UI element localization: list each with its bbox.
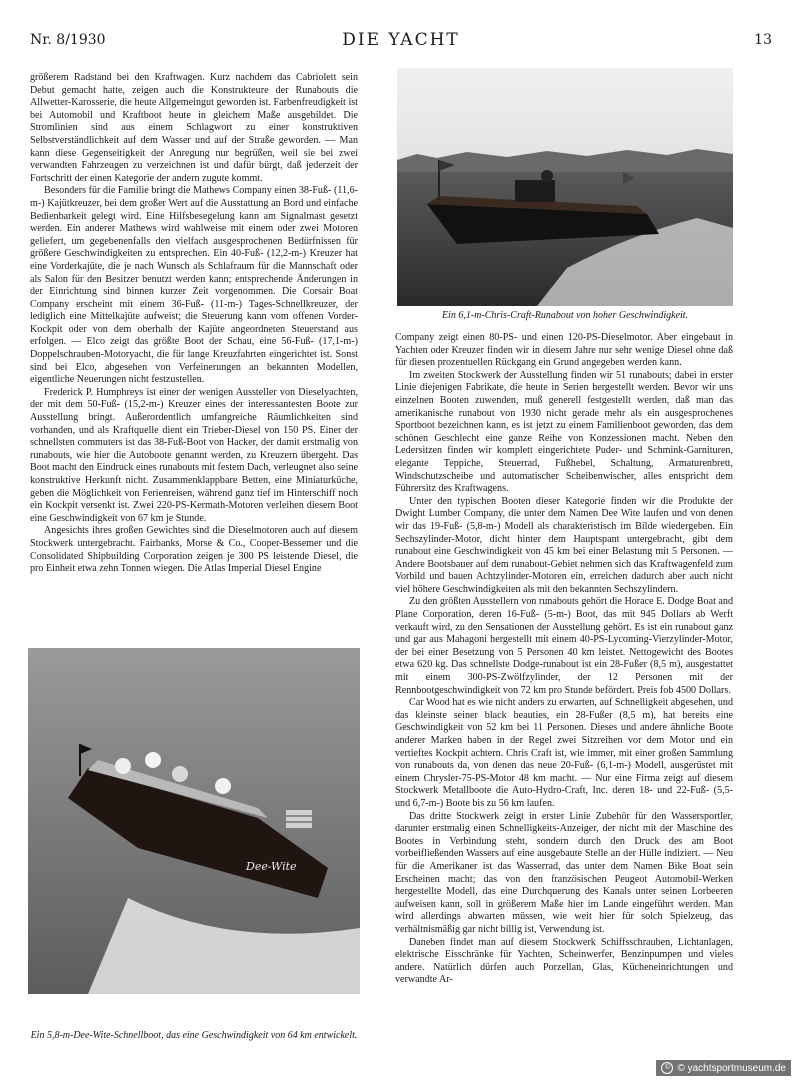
paragraph: Unter den typischen Booten dieser Kategorie finden wir die Produkte der Dwight Lumber Company, die unter dem Namen Dee Wite laufen und von denen wir das 19-Fuß- (5,8-m-) Modell als charakteristisch im Bilde wiedergeben. Ein Sechszylinder-Motor, dicht hinter dem Hauptspant untergebracht, gibt dem runabout eine Geschwindigkeit von 45 km bei einer Belastung mit 5 Personen. — Andere Bootsbauer auf dem runabout-Gebiet nehmen sich das Kraftwagenfeld zum Vorbild und bauen Achtzylinder-Motoren ein, erreichen dadurch aber auch nicht viel höhere Geschwindigkeiten als mit den bekannten Sechszylindern. [395, 495, 733, 595]
issue-number: Nr. 8/1930 [30, 32, 106, 48]
paragraph: Im zweiten Stockwerk der Ausstellung finden wir 51 runabouts; dabei in erster Linie diejenigen Fabrikate, die heute in Serien hergestellt werden. Bevor wir uns einzelnen Booten zuwenden, muß generell festgestellt werden, daß man das amerikanische runabout von 1930 nicht gerade mehr als ein ausgesprochenes Sportboot bezeichnen kann, es ist jetzt zu einem Familienboot geworden, das dem schönen Geschlecht eine ganze Reihe von Konzessionen macht. Neben den Ledersitzen finden wir komplett eingerichtete Puder- und Schmink-Garnituren, elegante Teppiche, Steuerrad, Fußhebel, Schaltung, Armaturenbrett, Windschutzscheibe und automatischer Scheibenwischer, alles entspricht dem Führersitz des Kraftwagens. [395, 369, 733, 495]
paragraph: Daneben findet man auf diesem Stockwerk Schiffsschrauben, Lichtanlagen, elektrische Eisschränke für Yachten, Scheinwerfer, Benzinpumpen und vieles andere. Natürlich dürfen auch Porzellan, Glas, Kücheneinrichtungen und verwandte Ar- [395, 936, 733, 986]
article-column-left [30, 72, 358, 576]
watermark-text: © yachtsportmuseum.de [677, 1062, 786, 1074]
photo-caption-dee-wite: Ein 5,8-m-Dee-Wite-Schnellboot, das eine Geschwindigkeit von 64 km entwickelt. [30, 1030, 358, 1041]
paragraph: Frederick P. Humphreys ist einer der wenigen Aussteller von Dieselyachten, der mit dem 50-Fuß- (15,2-m-) Kreuzer eines der interessantesten Boote zur Ausstellung bringt. Außerordentlich umfangreiche Räumlichkeiten sind vorhanden, und als Kraftquelle dient ein Trieber-Diesel von 150 PS. Einer der schnellsten commuters ist das 38-Fuß-Boot von Hacker, der damit erstmalig von runabouts, wie hier die Autoboote genannt werden, zu Kreuzern übergeht. Das Boot macht den Eindruck eines runabouts mit festem Dach, verleugnet also seine konstruktive Herkunft nicht. Zusammenklappbare Betten, eine Miniaturküche, geben die Möglichkeit von Ferienreisen, während ganz tief im Hinterschiff noch ein Kockpit versenkt ist. Zwei 220-PS-Kermath-Motoren verleihen diesem Boot eine Geschwindigkeit von 67 km je Stunde. [30, 386, 358, 524]
article-column-right [395, 332, 733, 987]
page-header [30, 30, 772, 52]
paragraph: Das dritte Stockwerk zeigt in erster Linie Zubehör für den Wassersportler, darunter erstmalig einen Schnelligkeits-Anzeiger, der nicht mit der Maschine des Bootes in Verbindung steht, sondern durch den Druck des am Boot vorbeifließenden Wassers auf eine ausgebaute Stelle an der Hülle indiziert. — Neu für die Amerikaner ist das Wasserrad, das unter dem Namen Bike Boat sein Erscheinen macht; das von den französischen Peugeot Automobil-Werken hergestellte Modell, das eine Durchquerung des Kanals unter seinen Lorbeeren aufweisen kann, soll in größerem Maße hier im Lande eingeführt werden. Man wird allerdings abwarten müssen, wie weit hier für solch Spielzeug, das verhältnismäßig gar nicht billig ist, Verwendung ist. [395, 810, 733, 935]
paragraph: Besonders für die Familie bringt die Mathews Company einen 38-Fuß- (11,6-m-) Kajütkreuzer, bei dem großer Wert auf die Ausstattung an Bord und einfache Bedienbarkeit gelegt wird. Eine Hilfsbesegelung kann am Signalmast gesetzt werden. Ein anderer Mathews wird wahlweise mit einem oder zwei Motoren geliefert, um gegebenenfalls den vielfach ausgesprochenen Bedürfnissen für größere Geschwindigkeiten zu entsprechen. Ein 40-Fuß- (12,2-m-) Kreuzer hat eine Vorderkajüte, die je nach Wunsch als Schlafraum für die Mannschaft oder als Salon für den Besitzer benutzt werden kann; entsprechende Änderungen in der Einrichtung sind binnen kurzer Zeit vorgenommen. Die Corsair Boat Company erscheint mit einem 36-Fuß- (11-m-) Tages-Schnellkreuzer, der lediglich eine Mittelkajüte aufweist; die Steuerung kann vom offenen Vorder-Kockpit oder von dem oberhalb der Kajüte angeordneten Steuerstand aus erfolgen. — Elco zeigt das größte Boot der Schau, eine 56-Fuß- (17,1-m-) Doppelschrauben-Motoryacht, die für lange Kreuzfahrten eingerichtet ist. Sonst sind bei Elco, abgesehen von Verfeinerungen an bekannten Modellen, eigentliche Neuerungen nicht festzustellen. [30, 185, 358, 386]
boat-name-lettering: Dee-Wite [246, 860, 297, 873]
magazine-title: DIE YACHT [342, 30, 460, 50]
paragraph: Car Wood hat es wie nicht anders zu erwarten, auf Schnelligkeit abgesehen, und das kleinste seiner black beauties, ein 28-Fußer (8,5 m), hat bereits eine Geschwindigkeit von 52 km bei 11 Personen. Dieses und andere ähnliche Boote anderer Marken haben in der Regel zwei Sitzreihen vor dem Motor und ein vertieftes Kockpit achtern. Chris Craft ist, wie immer, mit einer großen Sammlung von runabouts da, von denen das neue 20-Fuß- (6,1-m-) Modell, ausgerüstet mit einem Chrysler-75-PS-Motor 48 km macht. — Nur eine Firma zeigt auf diesem Stockwerk Metallboote die Auto-Hydro-Craft, Inc. deren 18- und 22-Fuß- (5,5- und 6,7-m-) Boote bis zu 56 km laufen. [395, 697, 733, 809]
photo-dee-wite-speedboat [28, 648, 360, 994]
copyright-icon: © [661, 1062, 673, 1074]
photo-caption-chris-craft: Ein 6,1-m-Chris-Craft-Runabout von hoher Geschwindigkeit. [441, 310, 689, 321]
photo-chris-craft-runabout [397, 68, 733, 306]
paragraph: Angesichts ihres großen Gewichtes sind die Dieselmotoren auch auf diesem Stockwerk untergebracht. Fairbanks, Morse & Co., Cooper-Bessemer und die Consolidated Shipbuilding Corporation zeigen je 300 PS leistende Diesel, die pro Einheit etwa zehn Tonnen wiegen. Die Atlas Imperial Diesel Engine [30, 525, 358, 575]
paragraph: Company zeigt einen 80-PS- und einen 120-PS-Dieselmotor. Aber eingebaut in Yachten oder Kreuzer finden wir in diesem Jahre nur sehr wenige Diesel ohne daß für diesen prozentuellen Rückgang ein Grund angegeben werden kann. [395, 332, 733, 369]
watermark [656, 1060, 791, 1076]
page-number: 13 [754, 32, 772, 48]
paragraph: größerem Radstand bei den Kraftwagen. Kurz nachdem das Cabriolett sein Debut gemacht hatte, zeigen auch die Konstrukteure der Runabouts die Allwetter-Karosserie, die heute Allgemeingut geworden ist. Farbenfreudigkeit ist bei Automobil und Kraftboot heute in gleichem Maße ausgebildet. Die Stromlinien sind aus einem Schlagwort zu einer konstruktiven Selbstverständlichkeit auf dem Wasser und auf der Straße geworden. — Man kann diese Gegenseitigkeit der Anregung nur begrüßen, weil sie bei zwei verwandten Fahrzeugen zu verzeichnen ist und dafür bürgt, daß jederzeit der Fortschritt der einen Kategorie der andern zugute kommt. [30, 72, 358, 184]
paragraph: Zu den größten Ausstellern von runabouts gehört die Horace E. Dodge Boat and Plane Corporation, deren 16-Fuß- (5-m-) Boot, das mit 945 Dollars ab Werft verkauft wird, zu den Sensationen der Ausstellung gehört. Es ist ein runabout ganz und gar aus Mahagoni hergestellt mit einem 40-PS-Lycoming-Vierzylinder-Motor, der bei einer Besetzung von 5 Personen 40 km leistet. Nettogewicht des Bootes etwa 620 kg. Das schnellste Dodge-runabout ist ein 28-Fußer (8,5 m), ausgestattet mit einem 300-PS-Zwölfzylinder, der 12 Personen mit der Rennbootgeschwindigkeit von 72 km pro Stunde befördert. Preis fob 4500 Dollars. [395, 596, 733, 696]
